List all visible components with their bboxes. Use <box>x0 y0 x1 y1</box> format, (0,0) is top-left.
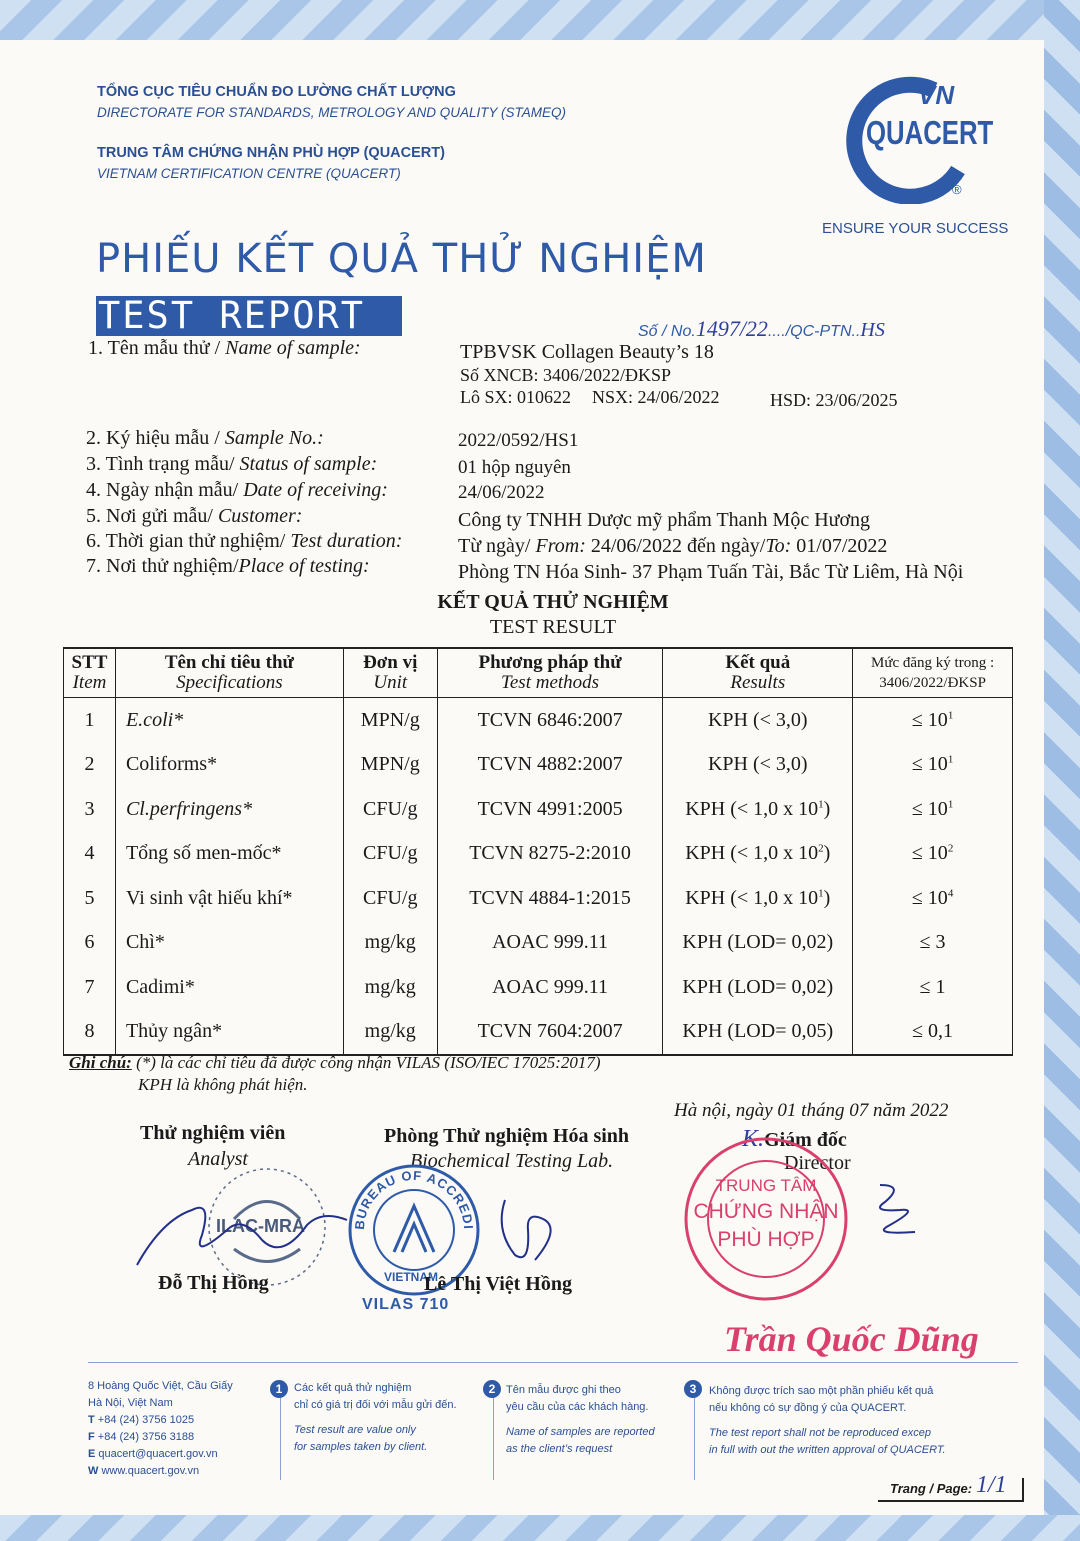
analyst-name: Đỗ Thị Hồng <box>158 1272 269 1294</box>
org2-en: VIETNAM CERTIFICATION CENTRE (QUACERT) <box>97 166 401 181</box>
logo-text: QUACERT <box>866 114 994 151</box>
cell-limit: ≤ 1 <box>853 965 1013 1010</box>
analyst-title-vi: Thử nghiệm viên <box>140 1122 286 1144</box>
cell-spec: Cadimi* <box>115 965 343 1010</box>
field-duration-label: 6. Thời gian thử nghiệm/ Test duration: <box>86 530 403 552</box>
field-sample-no-value: 2022/0592/HS1 <box>458 430 579 451</box>
lab-head-name: Lê Thị Việt Hồng <box>424 1273 572 1295</box>
field-sample-name-value: TPBVSK Collagen Beauty’s 18 <box>460 341 714 363</box>
report-title-en: TEST REPORT <box>98 294 366 337</box>
red-stamp-line2: CHỨNG NHẬN <box>693 1200 839 1223</box>
footer-note-3-number: 3 <box>684 1380 702 1398</box>
lab-title-en: Biochemical Testing Lab. <box>410 1150 614 1172</box>
table-row <box>64 876 1013 921</box>
cell-unit: MPN/g <box>343 743 437 788</box>
page-label: Trang / Page: <box>890 1481 973 1496</box>
vilas-ring-text: BUREAU OF ACCREDI <box>351 1167 477 1231</box>
cell-spec: Coliforms* <box>115 743 343 788</box>
field-status-value: 01 hộp nguyên <box>458 457 571 478</box>
red-stamp-line3: PHÙ HỢP <box>717 1228 815 1251</box>
footer-contact: 8 Hoàng Quốc Việt, Cầu Giấy Hà Nội, Việt Nam T +84 (24) 3756 1025 F +84 (24) 3756 3188 E quacert@quacert.gov.vn W www.quacert.gov.vn <box>88 1380 233 1477</box>
cell-unit: mg/kg <box>343 921 437 966</box>
report-title-vi: PHIẾU KẾT QUẢ THỬ NGHIỆM <box>96 236 707 282</box>
cell-limit: ≤ 0,1 <box>853 1010 1013 1056</box>
field-receive-date-label: 4. Ngày nhận mẫu/ Date of receiving: <box>86 479 388 501</box>
director-title-vi: K.Giám đốc <box>742 1126 847 1152</box>
th-unit: Đơn vị Unit <box>343 648 437 698</box>
cell-item: 3 <box>64 787 116 832</box>
org1-vi: TỔNG CỤC TIÊU CHUẨN ĐO LƯỜNG CHẤT LƯỢNG <box>97 84 456 100</box>
table-row <box>64 698 1013 743</box>
field-place-label: 7. Nơi thử nghiệm/Place of testing: <box>86 555 370 577</box>
report-number-hand: 1497/22 <box>695 316 768 341</box>
analyst-signature <box>132 1190 352 1270</box>
sample-lot: Lô SX: 010622 <box>460 387 572 407</box>
cell-spec: Tổng số men-mốc* <box>115 832 343 877</box>
quacert-red-stamp <box>680 1134 852 1304</box>
cell-limit: ≤ $10^1$ <box>853 698 1013 743</box>
cell-result: KPH (< 1,0 x $10^2$) <box>663 832 853 877</box>
cell-limit: ≤ $10^4$ <box>853 876 1013 921</box>
sample-hsd: HSD: 23/06/2025 <box>770 390 898 410</box>
footer-divider <box>88 1362 1018 1363</box>
lab-title-vi: Phòng Thử nghiệm Hóa sinh <box>384 1125 630 1147</box>
cell-unit: CFU/g <box>343 832 437 877</box>
org2-vi: TRUNG TÂM CHỨNG NHẬN PHÙ HỢP (QUACERT) <box>97 145 445 161</box>
table-row <box>64 787 1013 832</box>
logo-registered: ® <box>952 182 962 197</box>
cell-result: KPH (LOD= 0,02) <box>663 921 853 966</box>
results-table <box>63 647 1013 1056</box>
cell-unit: CFU/g <box>343 876 437 921</box>
field-duration-value: Từ ngày/ From: 24/06/2022 đến ngày/To: 01/07/2022 <box>458 535 888 557</box>
footer-note-1-number: 1 <box>270 1380 288 1398</box>
note-line-2: KPH là không phát hiện. <box>138 1075 308 1094</box>
cell-unit: mg/kg <box>343 965 437 1010</box>
field-place-value: Phòng TN Hóa Sinh- 37 Phạm Tuấn Tài, Bắc Từ Liêm, Hà Nội <box>458 561 964 583</box>
note-line-1: Ghi chú: (*) là các chỉ tiêu đã được công nhận VILAS (ISO/IEC 17025:2017) <box>69 1053 601 1072</box>
page-value: 1/1 <box>976 1472 1007 1498</box>
cell-spec: E.coli* <box>115 698 343 743</box>
table-row <box>64 1010 1013 1056</box>
cell-method: AOAC 999.11 <box>437 965 663 1010</box>
sample-nsx: NSX: 24/06/2022 <box>592 387 720 407</box>
cell-method: TCVN 4991:2005 <box>437 787 663 832</box>
decorative-frame-right <box>1044 0 1080 1541</box>
field-customer-value: Công ty TNHH Dược mỹ phẩm Thanh Mộc Hương <box>458 509 871 531</box>
cell-result: KPH (LOD= 0,02) <box>663 965 853 1010</box>
report-number-hand2: HS <box>860 319 885 341</box>
table-row <box>64 965 1013 1010</box>
cell-limit: ≤ $10^1$ <box>853 743 1013 788</box>
cell-limit: ≤ $10^2$ <box>853 832 1013 877</box>
cell-result: KPH (LOD= 0,05) <box>663 1010 853 1056</box>
field-sample-name-label: 1. Tên mẫu thử / Name of sample: <box>88 337 361 359</box>
cell-method: TCVN 8275-2:2010 <box>437 832 663 877</box>
lab-signature <box>490 1190 570 1270</box>
th-limit: Mức đăng ký trong : 3406/2022/ĐKSP <box>853 648 1013 698</box>
vilas-country: VIETNAM <box>384 1270 438 1284</box>
sample-xncb: Số XNCB: 3406/2022/ĐKSP <box>460 365 672 385</box>
cell-item: 5 <box>64 876 116 921</box>
table-row <box>64 832 1013 877</box>
decorative-frame-bottom <box>0 1515 1080 1541</box>
footer-note-2: Tên mẫu được ghi theo yêu cầu của các khách hàng. Name of samples are reported as the client’s request <box>506 1384 655 1455</box>
svg-text:BUREAU OF ACCREDITATION <box>346 1162 476 1230</box>
ilac-text: ILAC-MRA <box>216 1216 305 1236</box>
result-heading-en: TEST RESULT <box>489 616 617 638</box>
cell-result: KPH (< 3,0) <box>663 743 853 788</box>
signing-date: Hà nội, ngày 01 tháng 07 năm 2022 <box>674 1100 949 1121</box>
report-number-prefix: Số / No. <box>638 323 696 340</box>
decorative-frame-top <box>0 0 1080 40</box>
page-number-box <box>878 1472 1024 1502</box>
cell-result: KPH (< 1,0 x $10^1$) <box>663 876 853 921</box>
cell-item: 1 <box>64 698 116 743</box>
cell-method: AOAC 999.11 <box>437 921 663 966</box>
cell-method: TCVN 4882:2007 <box>437 743 663 788</box>
field-status-label: 3. Tình trạng mẫu/ Status of sample: <box>86 453 378 475</box>
th-result: Kết quả Results <box>663 648 853 698</box>
th-spec: Tên chỉ tiêu thử Specifications <box>115 648 343 698</box>
field-receive-date-value: 24/06/2022 <box>458 482 545 503</box>
table-row <box>64 743 1013 788</box>
report-number <box>638 316 885 342</box>
logo-mark: VN <box>918 80 955 110</box>
org1-en: DIRECTORATE FOR STANDARDS, METROLOGY AND QUALITY (STAMEQ) <box>97 105 567 120</box>
cell-item: 8 <box>64 1010 116 1056</box>
cell-method: TCVN 7604:2007 <box>437 1010 663 1056</box>
cell-spec: Vi sinh vật hiếu khí* <box>115 876 343 921</box>
footer-separator-3 <box>694 1390 695 1480</box>
table-row <box>64 921 1013 966</box>
cell-spec: Chì* <box>115 921 343 966</box>
footer-note-3: Không được trích sao một phần phiếu kết quả nếu không có sự đồng ý của QUACERT. The test report shall not be reproduced excep in full with out the written approval of QUACERT. <box>709 1385 946 1456</box>
cell-unit: mg/kg <box>343 1010 437 1056</box>
cell-item: 6 <box>64 921 116 966</box>
red-stamp-line1: TRUNG TÂM <box>715 1176 817 1195</box>
th-item: STT Item <box>64 648 116 698</box>
table-header-row <box>64 648 1013 698</box>
footer-separator-1 <box>280 1390 281 1480</box>
cell-result: KPH (< 3,0) <box>663 698 853 743</box>
footer-note-1: Các kết quả thử nghiệm chỉ có giá trị đối với mẫu gửi đến. Test result are value only for samples taken by client. <box>294 1382 457 1453</box>
director-title-en: Director <box>784 1152 851 1174</box>
report-number-suffix: ..../QC-PTN.. <box>767 323 861 340</box>
vilas-number: VILAS 710 <box>362 1296 450 1313</box>
field-sample-no-label: 2. Ký hiệu mẫu / Sample No.: <box>86 427 324 449</box>
cell-unit: CFU/g <box>343 787 437 832</box>
cell-result: KPH (< 1,0 x $10^1$) <box>663 787 853 832</box>
results-body <box>64 698 1013 1056</box>
field-customer-label: 5. Nơi gửi mẫu/ Customer: <box>86 505 303 527</box>
cell-item: 4 <box>64 832 116 877</box>
quacert-logo <box>838 74 994 204</box>
cell-unit: MPN/g <box>343 698 437 743</box>
cell-limit: ≤ $10^1$ <box>853 787 1013 832</box>
note-label: Ghi chú: <box>69 1053 132 1072</box>
slogan: ENSURE YOUR SUCCESS <box>822 220 1009 237</box>
th-method: Phương pháp thử Test methods <box>437 648 663 698</box>
cell-method: TCVN 4884-1:2015 <box>437 876 663 921</box>
result-heading-vi: KẾT QUẢ THỬ NGHIỆM <box>437 591 669 613</box>
cell-item: 2 <box>64 743 116 788</box>
cell-method: TCVN 6846:2007 <box>437 698 663 743</box>
cell-item: 7 <box>64 965 116 1010</box>
director-signature <box>860 1180 930 1250</box>
footer-note-2-number: 2 <box>483 1380 501 1398</box>
footer-separator-2 <box>493 1390 494 1480</box>
director-name: Trần Quốc Dũng <box>724 1319 979 1359</box>
analyst-title-en: Analyst <box>188 1148 248 1170</box>
cell-limit: ≤ 3 <box>853 921 1013 966</box>
cell-spec: Cl.perfringens* <box>115 787 343 832</box>
cell-spec: Thủy ngân* <box>115 1010 343 1056</box>
